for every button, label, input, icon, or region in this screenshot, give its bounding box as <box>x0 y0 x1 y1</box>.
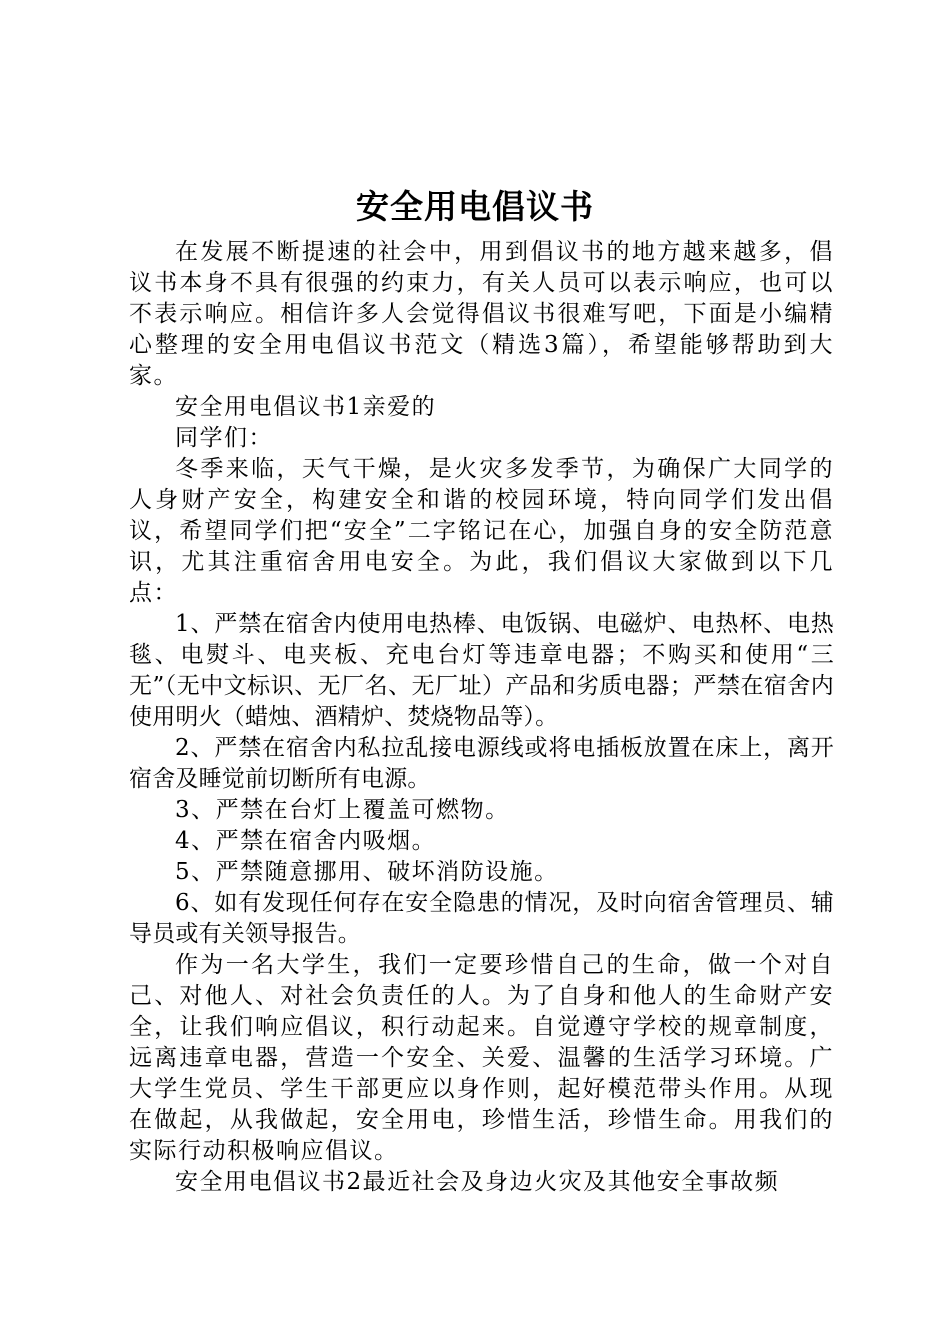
paragraph-item-5: 5、严禁随意挪用、破坏消防设施。 <box>175 859 559 885</box>
paragraph-conclusion: 作为一名大学生，我们一定要珍惜自己的生命，做一个对自己、对他人、对社会负责任的人。为了自身和他人的生命财产安全，让我们响应倡议，积行动起来。自觉遵守学校的规章制度，远离违章电器，营造一个安全、关爱、温馨的生活学习环境。广大学生党员、学生干部更应以身作则，起好模范带头作用。从现在做起，从我做起，安全用电，珍惜生活，珍惜生命。用我们的实际行动积极响应倡议。 <box>129 952 834 1164</box>
paragraph-item-3: 3、严禁在台灯上覆盖可燃物。 <box>175 797 510 823</box>
paragraph-item-2: 2、严禁在宿舍内私拉乱接电源线或将电插板放置在床上，离开宿舍及睡觉前切断所有电源。 <box>129 735 834 792</box>
document-body <box>129 237 834 1198</box>
paragraph-item-4: 4、严禁在宿舍内吸烟。 <box>175 828 437 854</box>
document-title: 安全用电倡议书 <box>356 187 594 226</box>
paragraph-section2-start: 安全用电倡议书2最近社会及身边火灾及其他安全事故频 <box>175 1169 780 1195</box>
paragraph-winter: 冬季来临，天气干燥，是火灾多发季节，为确保广大同学的人身财产安全，构建安全和谐的校园环境，特向同学们发出倡议，希望同学们把“安全”二字铭记在心，加强自身的安全防范意识，尤其注重宿舍用电安全。为此，我们倡议大家做到以下几点： <box>129 456 834 606</box>
paragraph-intro: 在发展不断提速的社会中，用到倡议书的地方越来越多，倡议书本身不具有很强的约束力，有关人员可以表示响应，也可以不表示响应。相信许多人会觉得倡议书很难写吧，下面是小编精心整理的安全用电倡议书范文（精选3篇），希望能够帮助到大家。 <box>129 239 834 389</box>
paragraph-section1-heading: 安全用电倡议书1亲爱的 <box>175 394 437 420</box>
paragraph-item-6: 6、如有发现任何存在安全隐患的情况，及时向宿舍管理员、辅导员或有关领导报告。 <box>129 890 834 947</box>
paragraph-item-1: 1、严禁在宿舍内使用电热棒、电饭锅、电磁炉、电热杯、电热毯、电熨斗、电夹板、充电台灯等违章电器；不购买和使用“三无”（无中文标识、无厂名、无厂址）产品和劣质电器；严禁在宿舍内使用明火（蜡烛、酒精炉、焚烧物品等）。 <box>129 611 834 730</box>
paragraph-salutation: 同学们： <box>175 425 273 451</box>
